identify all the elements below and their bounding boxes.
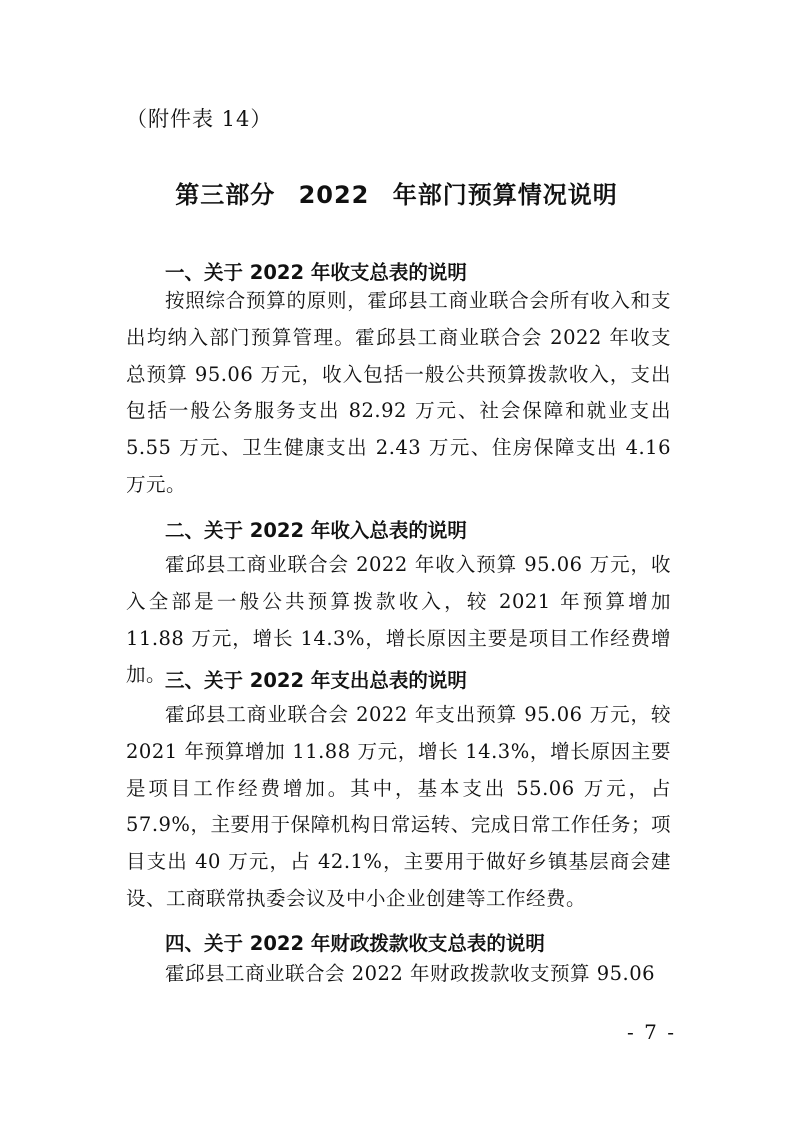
section-4-body: 霍邱县工商业联合会 2022 年财政拨款收支预算 95.06 [165, 962, 656, 985]
section-2-heading: 二、关于 2022 年收入总表的说明 [165, 519, 467, 542]
section-3-body: 霍邱县工商业联合会 2022 年支出预算 95.06 万元，较 2021 年预算增加 11.88 万元，增长 14.3%，增长原因主要是项目工作经费增加。其中，基本支出 55.06 万元，占 57.9%，主要用于保障机构日常运转、完成日常工作任务；项目支出 40 万元，占 42.1%，主要用于做好乡镇基层商会建设、工商联常执委会议及中小企业创建等工作经费。 [126, 703, 671, 910]
section-1-body: 按照综合预算的原则，霍邱县工商业联合会所有收入和支出均纳入部门预算管理。霍邱县工商业联合会 2022 年收支总预算 95.06 万元，收入包括一般公共预算拨款收入，支出包括一般公务服务支出 82.92 万元、社会保障和就业支出 5.55 万元、卫生健康支出 2.43 万元、住房保障支出 4.16 万元。 [126, 289, 671, 496]
page-title: 第三部分 2022 年部门预算情况说明 [175, 181, 618, 209]
section-3-heading: 三、关于 2022 年支出总表的说明 [165, 669, 467, 692]
attachment-label: （附件表 14） [126, 107, 273, 131]
section-1-heading: 一、关于 2022 年收支总表的说明 [165, 261, 467, 284]
section-2-body: 霍邱县工商业联合会 2022 年收入预算 95.06 万元，收入全部是一般公共预算拨款收入，较 2021 年预算增加 11.88 万元，增长 14.3%，增长原因主要是项目工作经费增加。 [126, 553, 671, 687]
section-4-heading: 四、关于 2022 年财政拨款收支总表的说明 [165, 932, 545, 955]
page-number: - 7 - [627, 1020, 676, 1044]
